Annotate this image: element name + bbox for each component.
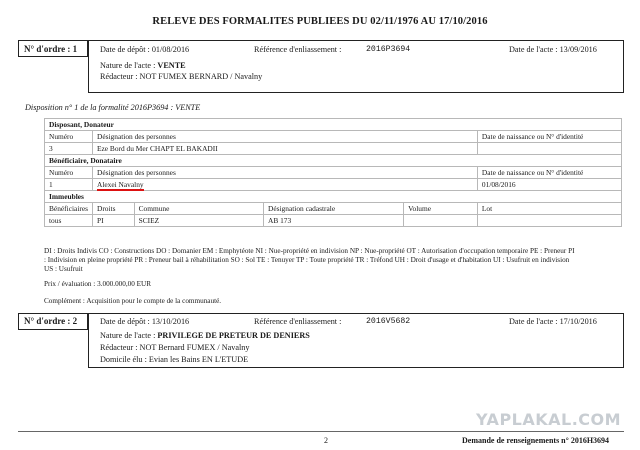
disposition-heading-ref: 2016P3694	[130, 103, 169, 112]
col-numero: Numéro	[45, 131, 93, 143]
ordre-1-redacteur: Rédacteur : NOT FUMEX BERNARD / Navalny	[100, 72, 263, 81]
ordre-1-date-acte: Date de l'acte : 13/09/2016	[509, 45, 597, 54]
imm-cadastrale: AB 173	[264, 215, 404, 227]
beneficiaire-num: 1	[45, 179, 93, 191]
beneficiaire-title: Bénéficiaire, Donataire	[45, 155, 622, 167]
imm-commune: SCIEZ	[134, 215, 263, 227]
droits-legend	[44, 247, 624, 274]
beneficiaire-date: 01/08/2016	[477, 179, 621, 191]
immeubles-row	[45, 215, 622, 227]
ordre-1-nature-value: VENTE	[157, 61, 186, 70]
ordre-2-ref-label: Référence d'enliassement :	[254, 317, 342, 326]
legend-line-1: DI : Droits Indivis CO : Constructions DO : Domanier EM : Emphytéote NI : Nue-propriété en indivision NP : Nue-propriété OT : Autorisation d'occupation temporaire PE : Preneur PI	[44, 247, 575, 255]
footer-page-number: 2	[324, 436, 328, 445]
footer-demande-label: Demande de renseignements n°	[462, 436, 569, 445]
imm-col-droits: Droits	[93, 203, 135, 215]
beneficiaire-row	[45, 179, 622, 191]
imm-col-beneficiaires: Bénéficiaires	[45, 203, 93, 215]
ordre-2-redacteur: Rédacteur : NOT Bernard FUMEX / Navalny	[100, 343, 250, 352]
disposant-section-row	[45, 119, 622, 131]
disposant-num: 3	[45, 143, 93, 155]
col-designation: Désignation des personnes	[93, 167, 478, 179]
col-designation: Désignation des personnes	[93, 131, 478, 143]
ordre-1-nature-label: Nature de l'acte :	[100, 61, 156, 70]
ordre-1-ref-value: 2016P3694	[366, 45, 411, 54]
beneficiaire-header-row	[45, 167, 622, 179]
prix-evaluation: Prix / évaluation : 3.000.000,00 EUR	[44, 280, 152, 288]
ordre-2-ref-value: 2016V5682	[366, 317, 411, 326]
page-title: RELEVE DES FORMALITES PUBLIEES DU 02/11/1976 AU 17/10/2016	[152, 16, 488, 27]
ordre-1-label: N° d'ordre : 1	[24, 44, 78, 54]
disposant-row	[45, 143, 622, 155]
ordre-2-date-depot: Date de dépôt : 13/10/2016	[100, 317, 190, 326]
col-numero: Numéro	[45, 167, 93, 179]
immeubles-title: Immeubles	[45, 191, 622, 203]
ordre-1-nature	[100, 61, 186, 70]
ordre-2-label: N° d'ordre : 2	[24, 316, 78, 326]
footer-rule	[18, 431, 624, 432]
complement: Complément : Acquisition pour le compte de la communauté.	[44, 297, 222, 305]
disposition-table	[44, 118, 622, 227]
imm-lot	[477, 215, 621, 227]
imm-beneficiaires: tous	[45, 215, 93, 227]
disposant-date	[477, 143, 621, 155]
ordre-2-nature-label: Nature de l'acte :	[100, 331, 156, 340]
footer-demande-value: 2016H3694	[570, 436, 610, 445]
legend-line-3: US : Usufruit	[44, 265, 83, 273]
ordre-1-ref-label: Référence d'enliassement :	[254, 45, 342, 54]
immeubles-header-row	[45, 203, 622, 215]
beneficiaire-section-row	[45, 155, 622, 167]
imm-col-cadastrale: Désignation cadastrale	[264, 203, 404, 215]
imm-volume	[404, 215, 478, 227]
site-watermark: YAPLAKAL.COM	[476, 410, 622, 429]
disposition-heading	[25, 103, 200, 112]
ordre-2-nature-value: PRIVILEGE DE PRETEUR DE DENIERS	[157, 331, 310, 340]
imm-col-commune: Commune	[134, 203, 263, 215]
imm-droits: PI	[93, 215, 135, 227]
imm-col-volume: Volume	[404, 203, 478, 215]
col-naissance: Date de naissance ou N° d'identité	[477, 131, 621, 143]
col-naissance: Date de naissance ou N° d'identité	[477, 167, 621, 179]
disposant-header-row	[45, 131, 622, 143]
disposant-title: Disposant, Donateur	[45, 119, 622, 131]
footer-demande	[462, 436, 609, 445]
disposant-name: Eze Bord du Mer CHAPT EL BAKADII	[93, 143, 478, 155]
beneficiaire-name: Alexei Navalny	[97, 180, 144, 189]
ordre-2-date-acte: Date de l'acte : 17/10/2016	[509, 317, 597, 326]
ordre-2-domicile: Domicile élu : Evian les Bains EN L'ETUDE	[100, 355, 249, 364]
immeubles-section-row	[45, 191, 622, 203]
disposition-heading-prefix: Disposition n° 1 de la formalité	[25, 103, 129, 112]
imm-col-lot: Lot	[477, 203, 621, 215]
legend-line-2: : Indivision en pleine propriété PR : Preneur bail à réhabilitation SO : Sol TE : Tenuyer TP : Toute propriété TR : Tréfond UH : Droit d'usage et d'habitation UI : Usufruit en indivision	[44, 256, 570, 264]
ordre-1-date-depot: Date de dépôt : 01/08/2016	[100, 45, 190, 54]
disposition-heading-suffix: : VENTE	[170, 103, 201, 112]
beneficiaire-name-cell	[93, 179, 478, 191]
ordre-2-nature	[100, 331, 310, 340]
